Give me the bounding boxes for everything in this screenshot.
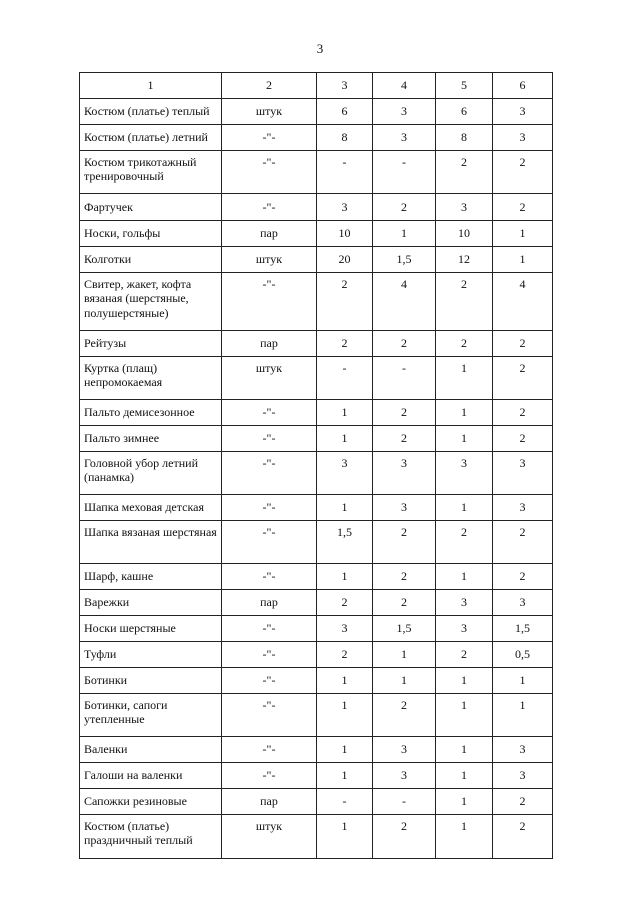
value-cell-col5: 3 [436,452,493,495]
item-name-cell: Костюм (платье) теплый [80,99,222,125]
table-row [80,221,553,247]
value-cell-col6: 2 [493,564,553,590]
value-cell-col4: 2 [373,400,436,426]
value-cell-col6: 2 [493,521,553,564]
value-cell-col6: 1,5 [493,616,553,642]
value-cell-col6: 1 [493,668,553,694]
value-cell-col5: 1 [436,400,493,426]
item-name-cell: Головной убор летний (панамка) [80,452,222,495]
value-cell-col3: 10 [317,221,373,247]
value-cell-col4: 2 [373,331,436,357]
unit-cell: -"- [222,400,317,426]
unit-cell: -"- [222,694,317,737]
unit-cell: -"- [222,273,317,331]
value-cell-col5: 1 [436,357,493,400]
item-name-cell: Костюм трикотажный тренировочный [80,151,222,194]
value-cell-col4: 3 [373,99,436,125]
value-cell-col3: 2 [317,273,373,331]
header-cell: 5 [436,73,493,99]
value-cell-col4: 3 [373,737,436,763]
value-cell-col3: 1 [317,668,373,694]
table-row [80,590,553,616]
unit-cell: -"- [222,642,317,668]
item-name-cell: Рейтузы [80,331,222,357]
unit-cell: -"- [222,426,317,452]
value-cell-col6: 3 [493,125,553,151]
item-name-cell: Галоши на валенки [80,763,222,789]
unit-cell: штук [222,99,317,125]
value-cell-col5: 1 [436,815,493,859]
unit-cell: -"- [222,737,317,763]
unit-cell: -"- [222,564,317,590]
item-name-cell: Пальто демисезонное [80,400,222,426]
table-row [80,815,553,859]
unit-cell: штук [222,247,317,273]
item-name-cell: Костюм (платье) праздничный теплый [80,815,222,859]
value-cell-col3: 2 [317,590,373,616]
value-cell-col5: 1 [436,694,493,737]
item-name-cell: Ботинки, сапоги утепленные [80,694,222,737]
value-cell-col4: 2 [373,815,436,859]
header-cell: 2 [222,73,317,99]
table-row [80,194,553,221]
value-cell-col3: 1 [317,737,373,763]
value-cell-col5: 12 [436,247,493,273]
value-cell-col3: 1 [317,763,373,789]
value-cell-col3: 3 [317,452,373,495]
value-cell-col5: 1 [436,763,493,789]
value-cell-col5: 1 [436,426,493,452]
value-cell-col4: 2 [373,564,436,590]
table-row [80,400,553,426]
unit-cell: -"- [222,125,317,151]
value-cell-col3: 1 [317,495,373,521]
value-cell-col5: 2 [436,642,493,668]
unit-cell: -"- [222,763,317,789]
unit-cell: -"- [222,452,317,495]
value-cell-col4: 2 [373,521,436,564]
value-cell-col4: 1,5 [373,247,436,273]
value-cell-col4: 2 [373,590,436,616]
value-cell-col5: 10 [436,221,493,247]
value-cell-col6: 2 [493,815,553,859]
value-cell-col5: 3 [436,616,493,642]
value-cell-col3: - [317,151,373,194]
value-cell-col3: - [317,357,373,400]
table-row [80,763,553,789]
value-cell-col3: 3 [317,194,373,221]
value-cell-col5: 1 [436,737,493,763]
header-cell: 6 [493,73,553,99]
unit-cell: -"- [222,151,317,194]
value-cell-col6: 3 [493,763,553,789]
value-cell-col3: 8 [317,125,373,151]
value-cell-col5: 1 [436,668,493,694]
value-cell-col5: 3 [436,590,493,616]
value-cell-col3: 6 [317,99,373,125]
table-row [80,151,553,194]
unit-cell: -"- [222,521,317,564]
item-name-cell: Колготки [80,247,222,273]
value-cell-col6: 2 [493,400,553,426]
item-name-cell: Ботинки [80,668,222,694]
item-name-cell: Сапожки резиновые [80,789,222,815]
value-cell-col4: 1 [373,221,436,247]
unit-cell: пар [222,789,317,815]
value-cell-col4: 3 [373,495,436,521]
table-row [80,452,553,495]
value-cell-col6: 2 [493,331,553,357]
value-cell-col6: 3 [493,99,553,125]
value-cell-col6: 1 [493,247,553,273]
value-cell-col6: 3 [493,737,553,763]
unit-cell: пар [222,590,317,616]
item-name-cell: Фартучек [80,194,222,221]
item-name-cell: Свитер, жакет, кофта вязаная (шерстяные, полушерстяные) [80,273,222,331]
value-cell-col6: 2 [493,789,553,815]
table-row [80,694,553,737]
table-row [80,668,553,694]
clothing-norms-table [79,72,553,859]
item-name-cell: Туфли [80,642,222,668]
value-cell-col6: 1 [493,221,553,247]
table-row [80,495,553,521]
value-cell-col6: 3 [493,452,553,495]
value-cell-col5: 6 [436,99,493,125]
value-cell-col3: 1 [317,815,373,859]
value-cell-col3: 20 [317,247,373,273]
table-row [80,564,553,590]
value-cell-col4: - [373,789,436,815]
item-name-cell: Носки шерстяные [80,616,222,642]
value-cell-col6: 4 [493,273,553,331]
table-row [80,616,553,642]
unit-cell: -"- [222,194,317,221]
value-cell-col6: 3 [493,590,553,616]
value-cell-col4: 1 [373,642,436,668]
value-cell-col3: 2 [317,642,373,668]
header-cell: 3 [317,73,373,99]
unit-cell: -"- [222,616,317,642]
value-cell-col6: 2 [493,426,553,452]
value-cell-col4: 4 [373,273,436,331]
item-name-cell: Костюм (платье) летний [80,125,222,151]
value-cell-col6: 3 [493,495,553,521]
value-cell-col5: 2 [436,273,493,331]
unit-cell: пар [222,331,317,357]
unit-cell: -"- [222,668,317,694]
table-row [80,737,553,763]
value-cell-col4: - [373,151,436,194]
table-row [80,331,553,357]
header-cell: 1 [80,73,222,99]
value-cell-col5: 8 [436,125,493,151]
value-cell-col5: 2 [436,331,493,357]
value-cell-col5: 1 [436,789,493,815]
value-cell-col4: 3 [373,125,436,151]
item-name-cell: Шапка вязаная шерстяная [80,521,222,564]
table-row [80,273,553,331]
page-number: 3 [316,41,324,56]
unit-cell: -"- [222,495,317,521]
unit-cell: пар [222,221,317,247]
item-name-cell: Носки, гольфы [80,221,222,247]
value-cell-col6: 0,5 [493,642,553,668]
value-cell-col4: 3 [373,452,436,495]
value-cell-col6: 1 [493,694,553,737]
table-row [80,789,553,815]
value-cell-col6: 2 [493,357,553,400]
value-cell-col6: 2 [493,151,553,194]
item-name-cell: Шапка меховая детская [80,495,222,521]
item-name-cell: Куртка (плащ) непромокаемая [80,357,222,400]
value-cell-col5: 1 [436,495,493,521]
value-cell-col4: 1,5 [373,616,436,642]
unit-cell: штук [222,357,317,400]
value-cell-col4: 2 [373,426,436,452]
table-header-row [80,73,553,99]
value-cell-col5: 2 [436,521,493,564]
value-cell-col3: - [317,789,373,815]
table-row [80,521,553,564]
value-cell-col5: 1 [436,564,493,590]
table-row [80,357,553,400]
unit-cell: штук [222,815,317,859]
value-cell-col6: 2 [493,194,553,221]
table-row [80,642,553,668]
value-cell-col4: - [373,357,436,400]
table-row [80,426,553,452]
value-cell-col3: 1 [317,694,373,737]
table-row [80,247,553,273]
value-cell-col4: 2 [373,194,436,221]
header-cell: 4 [373,73,436,99]
value-cell-col3: 1,5 [317,521,373,564]
value-cell-col4: 3 [373,763,436,789]
value-cell-col3: 1 [317,400,373,426]
value-cell-col3: 1 [317,426,373,452]
value-cell-col3: 2 [317,331,373,357]
value-cell-col4: 2 [373,694,436,737]
item-name-cell: Варежки [80,590,222,616]
item-name-cell: Шарф, кашне [80,564,222,590]
value-cell-col5: 2 [436,151,493,194]
table-row [80,125,553,151]
value-cell-col3: 1 [317,564,373,590]
value-cell-col3: 3 [317,616,373,642]
item-name-cell: Валенки [80,737,222,763]
table-row [80,99,553,125]
value-cell-col4: 1 [373,668,436,694]
value-cell-col5: 3 [436,194,493,221]
item-name-cell: Пальто зимнее [80,426,222,452]
